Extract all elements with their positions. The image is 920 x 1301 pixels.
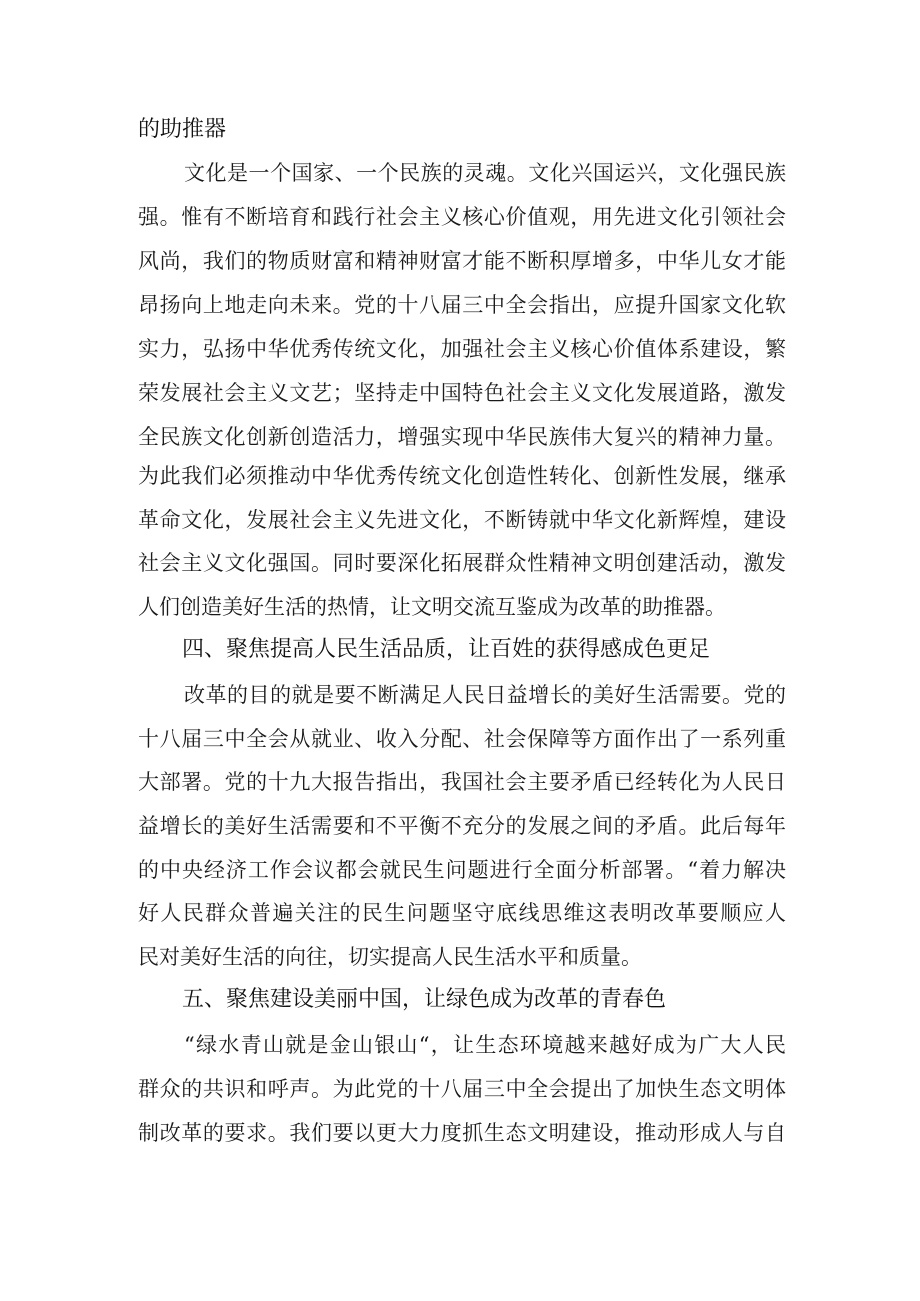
paragraph-line: 十八届三中全会从就业、收入分配、社会保障等方面作出了一系列重 bbox=[138, 727, 786, 751]
paragraph-line: 强。惟有不断培育和践行社会主义核心价值观，用先进文化引领社会 bbox=[138, 205, 786, 229]
paragraph-line: 好人民群众普遍关注的民生问题坚守底线思维这表明改革要顺应人 bbox=[138, 901, 786, 925]
paragraph-line: 的中央经济工作会议都会就民生问题进行全面分析部署。“着力解决 bbox=[138, 858, 786, 882]
paragraph-line: 群众的共识和呼声。为此党的十八届三中全会提出了加快生态文明体 bbox=[138, 1077, 786, 1101]
paragraph-line: 荣发展社会主义文艺；坚持走中国特色社会主义文化发展道路，激发 bbox=[138, 381, 786, 405]
paragraph-line: 风尚，我们的物质财富和精神财富才能不断积厚增多，中华儿女才能 bbox=[138, 249, 786, 273]
paragraph-line: 益增长的美好生活需要和不平衡不充分的发展之间的矛盾。此后每年 bbox=[138, 814, 786, 838]
section-heading-4: 四、聚焦提高人民生活品质，让百姓的获得感成色更足 bbox=[182, 637, 711, 662]
paragraph-line: 昂扬向上地走向未来。党的十八届三中全会指出，应提升国家文化软 bbox=[138, 293, 786, 317]
paragraph-line: 文化是一个国家、一个民族的灵魂。文化兴国运兴，文化强民族 bbox=[184, 161, 786, 185]
paragraph-line: 社会主义文化强国。同时要深化拓展群众性精神文明创建活动，激发 bbox=[138, 551, 786, 575]
paragraph-line: 革命文化，发展社会主义先进文化，不断铸就中华文化新辉煌，建设 bbox=[138, 508, 786, 532]
paragraph-line: “绿水青山就是金山银山“，让生态环境越来越好成为广大人民 bbox=[184, 1033, 786, 1057]
paragraph-line: 全民族文化创新创造活力，增强实现中华民族伟大复兴的精神力量。 bbox=[138, 425, 786, 449]
paragraph-line: 人们创造美好生活的热情，让文明交流互鉴成为改革的助推器。 bbox=[138, 595, 726, 619]
paragraph-line: 为此我们必须推动中华优秀传统文化创造性转化、创新性发展，继承 bbox=[138, 464, 786, 488]
section-heading-tail: 的助推器 bbox=[138, 117, 227, 142]
paragraph-line: 大部署。党的十九大报告指出，我国社会主要矛盾已经转化为人民日 bbox=[138, 770, 786, 794]
paragraph-line: 实力，弘扬中华优秀传统文化，加强社会主义核心价值体系建设，繁 bbox=[138, 337, 786, 361]
paragraph-line: 改革的目的就是要不断满足人民日益增长的美好生活需要。党的 bbox=[184, 683, 786, 707]
paragraph-line: 制改革的要求。我们要以更大力度抓生态文明建设，推动形成人与自 bbox=[138, 1121, 786, 1145]
paragraph-line: 民对美好生活的向往，切实提高人民生活水平和质量。 bbox=[138, 945, 642, 969]
section-heading-5: 五、聚焦建设美丽中国，让绿色成为改革的青春色 bbox=[182, 987, 667, 1012]
